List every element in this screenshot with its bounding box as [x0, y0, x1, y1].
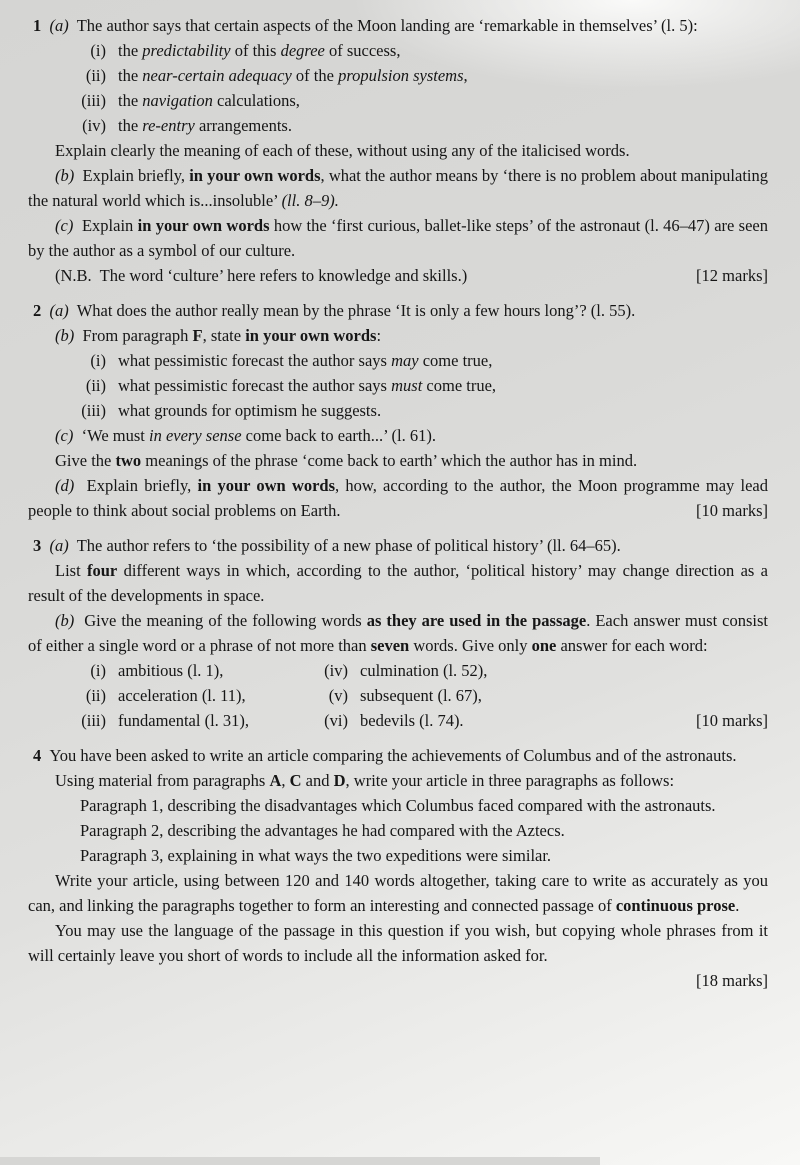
- text-run-bold: D: [333, 771, 346, 790]
- text-run-bold: 3: [33, 536, 42, 555]
- text-run: The author refers to ‘the possibility of a new phase of political history’ (ll. 64–65).: [68, 536, 621, 555]
- text-run: Paragraph 1, describing the disadvantages which Columbus faced compared with the astronauts.: [80, 796, 716, 815]
- text-run: of success,: [324, 41, 401, 60]
- text-run-italic: (a): [49, 536, 69, 555]
- text-run-bold: two: [115, 451, 142, 470]
- text-run: how the ‘first curious, ballet-like steps’ of the astronaut (l. 46–47) are seen by the author as a symbol of our culture.: [28, 216, 768, 260]
- text-run: meanings of the phrase ‘come back to earth’ which the author has in mind.: [141, 451, 638, 470]
- q1a-instruction: [28, 138, 768, 163]
- q1a-item-iv: [28, 113, 768, 138]
- text-run: , state: [202, 326, 246, 345]
- text-run-bold: seven: [370, 636, 410, 655]
- text-run: :: [376, 326, 382, 345]
- word-text: fundamental (l. 31),: [118, 711, 250, 730]
- text-run-bold: 1: [33, 16, 42, 35]
- text-run-bold: 4: [33, 746, 42, 765]
- q1a-intro: [28, 13, 768, 38]
- text-run: Paragraph 3, explaining in what ways the two expeditions were similar.: [80, 846, 552, 865]
- text-run-italic: (c): [55, 216, 74, 235]
- item-text: [118, 348, 768, 373]
- text-run-italic: (c): [55, 426, 74, 445]
- q1a-item-i: [28, 38, 768, 63]
- text-run: of this: [230, 41, 281, 60]
- text-run: arrangements.: [194, 116, 292, 135]
- text-run-italic: (b): [55, 326, 75, 345]
- text-run: List: [55, 561, 87, 580]
- text-run: ‘We must: [73, 426, 149, 445]
- text-run-italic: near-certain adequacy: [142, 66, 292, 85]
- text-run-bold: one: [531, 636, 557, 655]
- marks-badge: [10 marks]: [696, 711, 768, 730]
- scan-artifact-bar: [0, 1157, 600, 1165]
- text-run: [41, 16, 49, 35]
- text-run: , what the author means by ‘there is no problem about manipulating the natural world which is...insoluble’: [28, 166, 769, 210]
- text-run-italic: predictability: [142, 41, 231, 60]
- word-text: bedevils (l. 74).: [360, 711, 464, 730]
- text-run-bold: in your own words: [197, 476, 336, 495]
- item-label: (iii): [81, 91, 106, 110]
- text-run: ,: [281, 771, 290, 790]
- text-run-bold: 2: [33, 301, 42, 320]
- text-run: The author says that certain aspects of the Moon landing are ‘remarkable in themselves’ (l. 5):: [68, 16, 698, 35]
- text-run: ,: [463, 66, 468, 85]
- word-label: (i): [90, 661, 106, 680]
- text-run: Explain briefly,: [74, 166, 190, 185]
- q2c-instruction: [28, 448, 768, 473]
- q4-word-count: [28, 868, 768, 918]
- q4-paragraph-1: [28, 793, 768, 818]
- word-text: acceleration (l. 11),: [118, 686, 246, 705]
- text-run: of the: [291, 66, 339, 85]
- q2b: [28, 323, 768, 348]
- text-run: the: [118, 41, 143, 60]
- q4-paragraph-2: [28, 818, 768, 843]
- q4-intro: [28, 743, 768, 768]
- marks-badge: [10 marks]: [696, 501, 768, 520]
- text-run-bold: A: [269, 771, 282, 790]
- word-text: ambitious (l. 1),: [118, 661, 224, 680]
- text-run: answer for each word:: [556, 636, 708, 655]
- text-run: come true,: [418, 351, 493, 370]
- q2b-item-ii: [28, 373, 768, 398]
- text-run: the: [118, 116, 143, 135]
- word-text: subsequent (l. 67),: [360, 686, 482, 705]
- text-run-italic: re-entry: [142, 116, 195, 135]
- text-run-italic: (ll. 8–9).: [281, 191, 339, 210]
- text-run: Paragraph 2, describing the advantages he had compared with the Aztecs.: [80, 821, 565, 840]
- item-text: [118, 398, 768, 423]
- word-label: (vi): [324, 711, 348, 730]
- q3a: [28, 533, 768, 558]
- text-run-bold: as they are used in the passage: [366, 611, 587, 630]
- text-run-italic: (a): [49, 16, 69, 35]
- marks-badge: [12 marks]: [696, 266, 768, 285]
- text-run: .: [735, 896, 740, 915]
- text-run-bold: in your own words: [245, 326, 377, 345]
- word-label: (iii): [81, 711, 106, 730]
- word-label: (ii): [85, 686, 106, 705]
- q1-nb: [28, 263, 768, 288]
- text-run: From paragraph: [74, 326, 193, 345]
- item-text: [118, 63, 768, 88]
- text-run: what pessimistic forecast the author says: [118, 376, 392, 395]
- text-run: [41, 536, 49, 555]
- text-run: different ways in which, according to the author, ‘political history’ may change direction as a result of the developments in space.: [28, 561, 768, 605]
- item-text: [118, 38, 768, 63]
- word-label: (v): [328, 686, 348, 705]
- text-run: come true,: [422, 376, 497, 395]
- text-run-italic: navigation: [142, 91, 213, 110]
- text-run-italic: (a): [49, 301, 69, 320]
- text-run: [41, 301, 49, 320]
- word-text: culmination (l. 52),: [360, 661, 488, 680]
- item-label: (i): [90, 351, 106, 370]
- text-run-bold: in your own words: [137, 216, 270, 235]
- text-run-italic: may: [391, 351, 419, 370]
- text-run-bold: C: [289, 771, 302, 790]
- text-run-bold: four: [87, 561, 118, 580]
- text-run: (N.B. The word ‘culture’ here refers to knowledge and skills.): [55, 266, 468, 285]
- text-run: , how, according to the author, the Moon programme may lead people to think about social problems on Earth.: [28, 476, 768, 520]
- item-label: (iii): [81, 401, 106, 420]
- text-run: Using material from paragraphs: [55, 771, 270, 790]
- q3b-words-row-1: [28, 658, 768, 683]
- q2a: [28, 298, 768, 323]
- q3b-words-row-3: [28, 708, 768, 733]
- text-run-italic: in every sense: [149, 426, 242, 445]
- q1a-item-iii: [28, 88, 768, 113]
- item-label: (ii): [85, 66, 106, 85]
- text-run: and: [301, 771, 334, 790]
- q4-paragraph-3: [28, 843, 768, 868]
- item-text: [118, 373, 768, 398]
- text-run: Explain clearly the meaning of each of these, without using any of the italicised words.: [55, 141, 630, 160]
- q2d: [28, 473, 768, 523]
- text-run: words. Give only: [409, 636, 532, 655]
- text-run-bold: continuous prose: [615, 896, 736, 915]
- item-label: (ii): [85, 376, 106, 395]
- text-run-italic: (b): [55, 611, 75, 630]
- item-label: (i): [90, 41, 106, 60]
- text-run-italic: (b): [55, 166, 75, 185]
- text-run: Write your article, using between 120 and 140 words altogether, taking care to write as accurately as you can, and linking the paragraphs together to form an interesting and connected passage of: [28, 871, 768, 915]
- text-run-italic: propulsion systems: [338, 66, 464, 85]
- text-run: the: [118, 91, 143, 110]
- text-run: , write your article in three paragraphs as follows:: [345, 771, 675, 790]
- q4-language-note: [28, 918, 768, 968]
- text-run-italic: must: [391, 376, 423, 395]
- q1a-item-ii: [28, 63, 768, 88]
- q2b-item-i: [28, 348, 768, 373]
- q4-material: [28, 768, 768, 793]
- word-label: (iv): [324, 661, 348, 680]
- text-run: Explain briefly,: [74, 476, 198, 495]
- exam-questions: [28, 13, 768, 993]
- q1c: [28, 213, 768, 263]
- q3a-instruction: [28, 558, 768, 608]
- text-run-bold: in your own words: [189, 166, 321, 185]
- text-run-italic: degree: [280, 41, 325, 60]
- item-text: [118, 88, 768, 113]
- q4-marks: [18 marks]: [696, 971, 768, 990]
- text-run-bold: F: [192, 326, 203, 345]
- q1b: [28, 163, 768, 213]
- q2b-item-iii: [28, 398, 768, 423]
- item-text: [118, 113, 768, 138]
- text-run: what grounds for optimism he suggests.: [118, 401, 382, 420]
- text-run: You may use the language of the passage in this question if you wish, but copying whole phrases from it will certainly leave you short of words to include all the information asked for.: [28, 921, 768, 965]
- text-run: calculations,: [212, 91, 300, 110]
- text-run: You have been asked to write an article comparing the achievements of Columbus and of the astronauts.: [41, 746, 737, 765]
- text-run: Explain: [73, 216, 138, 235]
- text-run: come back to earth...’ (l. 61).: [241, 426, 436, 445]
- item-label: (iv): [82, 116, 106, 135]
- text-run-italic: (d): [55, 476, 75, 495]
- text-run: what pessimistic forecast the author says: [118, 351, 392, 370]
- q3b-words-row-2: [28, 683, 768, 708]
- text-run: Give the meaning of the following words: [74, 611, 367, 630]
- text-run: What does the author really mean by the phrase ‘It is only a few hours long’? (l. 55).: [68, 301, 636, 320]
- text-run: . Each answer must consist of either a single word or a phrase of not more than: [28, 611, 768, 655]
- text-run: the: [118, 66, 143, 85]
- text-run: Give the: [55, 451, 116, 470]
- q2c: [28, 423, 768, 448]
- q3b: [28, 608, 768, 658]
